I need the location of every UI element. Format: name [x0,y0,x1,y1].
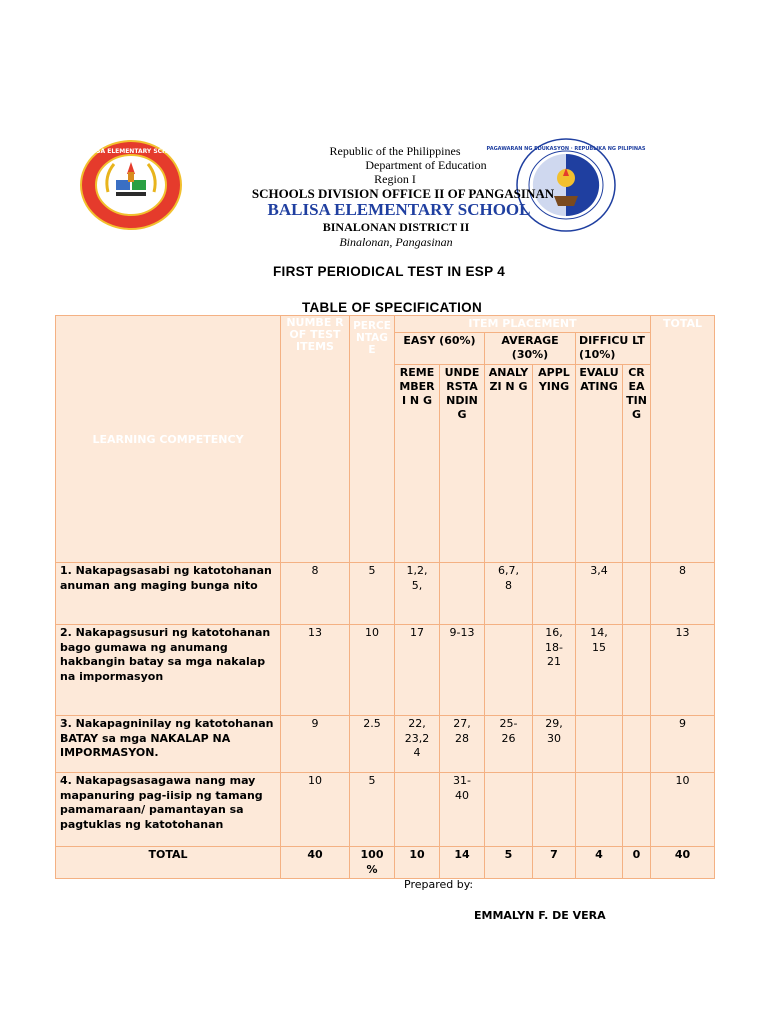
specification-table [55,315,715,879]
applying-cell: 16, 18- 21 [533,625,576,716]
understanding-cell: 27, 28 [440,716,485,773]
analyzing-cell: 6,7, 8 [485,563,533,625]
header-percentage: PERCENTAGE [350,316,395,563]
totals-understanding: 14 [440,847,485,879]
creating-cell [623,773,651,847]
totals-label: TOTAL [56,847,281,879]
totals-percent: 100 % [350,847,395,879]
creating-cell [623,563,651,625]
applying-cell [533,563,576,625]
applying-cell: 29, 30 [533,716,576,773]
percent-cell: 5 [350,773,395,847]
header-average: AVERAGE (30%) [485,333,576,365]
header-easy: EASY (60%) [395,333,485,365]
totals-remembering: 10 [395,847,440,879]
understanding-cell: 31- 40 [440,773,485,847]
totals-row [56,847,715,879]
header-number-of-items: NUMBE R OF TEST ITEMS [281,316,350,563]
header-evaluating: EVALUATING [576,365,623,563]
analyzing-cell [485,625,533,716]
understanding-cell: 9-13 [440,625,485,716]
evaluating-cell: 3,4 [576,563,623,625]
creating-cell [623,716,651,773]
remembering-cell: 1,2, 5, [395,563,440,625]
header-understanding: UNDERSTANDING [440,365,485,563]
evaluating-cell: 14, 15 [576,625,623,716]
analyzing-cell [485,773,533,847]
items-cell: 13 [281,625,350,716]
percent-cell: 2.5 [350,716,395,773]
total-cell: 9 [651,716,715,773]
analyzing-cell: 25- 26 [485,716,533,773]
evaluating-cell [576,716,623,773]
totals-applying: 7 [533,847,576,879]
table-row [56,773,715,847]
header-remembering: REMEMBER I N G [395,365,440,563]
totals-evaluating: 4 [576,847,623,879]
items-cell: 9 [281,716,350,773]
header-item-placement: ITEM PLACEMENT [395,316,651,333]
header-analyzing: ANALYZI N G [485,365,533,563]
school-name: BALISA ELEMENTARY SCHOOL [267,200,531,219]
competency-cell: 1. Nakapagsasabi ng katotohanan anuman ang maging bunga nito [56,563,281,625]
test-title: FIRST PERIODICAL TEST IN ESP 4 [272,264,506,279]
competency-cell: 4. Nakapagsasagawa nang may mapanuring pag-iisip ng tamang pamamaraan/ pamantayan sa pagtuklas ng katotohanan [56,773,281,847]
understanding-cell [440,563,485,625]
total-cell: 10 [651,773,715,847]
header-difficult: DIFFICU LT (10%) [576,333,651,365]
table-row [56,625,715,716]
remembering-cell [395,773,440,847]
location-line: Binalonan, Pangasinan [339,235,453,249]
svg-text:PAGAWARAN NG EDUKASYON · REPUB: PAGAWARAN NG EDUKASYON · REPUBLIKA NG PILIPINAS [486,146,646,152]
letterhead [0,0,768,249]
totals-analyzing: 5 [485,847,533,879]
prepared-by-label: Prepared by: [404,878,474,891]
preparer-name: EMMALYN F. DE VERA [474,909,606,922]
table-row [56,716,715,773]
republic-line: Republic of the Philippines [329,144,461,158]
items-cell: 10 [281,773,350,847]
table-row [56,563,715,625]
tos-title: TABLE OF SPECIFICATION [301,300,483,315]
competency-cell: 2. Nakapagsusuri ng katotohanan bago gumawa ng anumang hakbangin batay sa mga nakalap na impormasyon [56,625,281,716]
evaluating-cell [576,773,623,847]
department-line: Department of Education [365,158,487,172]
header-creating: CREATING [623,365,651,563]
totals-creating: 0 [623,847,651,879]
header-learning-competency: LEARNING COMPETENCY [56,316,281,563]
percent-cell: 10 [350,625,395,716]
remembering-cell: 17 [395,625,440,716]
division-line: SCHOOLS DIVISION OFFICE II OF PANGASINAN [251,186,555,201]
district-line: BINALONAN DISTRICT II [322,220,470,234]
header-total: TOTAL [651,316,715,563]
header-applying: APPLYING [533,365,576,563]
applying-cell [533,773,576,847]
region-line: Region I [374,172,416,186]
remembering-cell: 22, 23,2 4 [395,716,440,773]
totals-items: 40 [281,847,350,879]
totals-total: 40 [651,847,715,879]
total-cell: 8 [651,563,715,625]
percent-cell: 5 [350,563,395,625]
creating-cell [623,625,651,716]
items-cell: 8 [281,563,350,625]
total-cell: 13 [651,625,715,716]
competency-cell: 3. Nakapagninilay ng katotohanan BATAY sa mga NAKALAP NA IMPORMASYON. [56,716,281,773]
svg-text:BALISA ELEMENTARY SCHOOL: BALISA ELEMENTARY SCHOOL [80,148,182,155]
